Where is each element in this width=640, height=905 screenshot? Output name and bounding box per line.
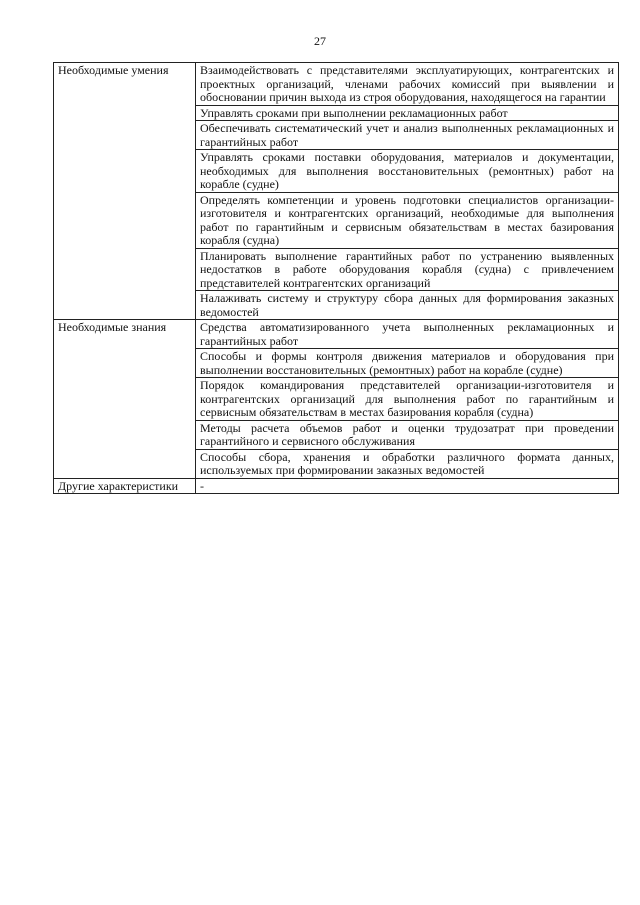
knowledge-item: Способы сбора, хранения и обработки различного формата данных, используемых при формировании заказных ведомостей bbox=[196, 449, 619, 478]
row-label-skills: Необходимые умения bbox=[54, 63, 196, 320]
skill-item: Налаживать систему и структуру сбора данных для формирования заказных ведомостей bbox=[196, 291, 619, 320]
table-row bbox=[54, 320, 619, 349]
skill-item: Взаимодействовать с представителями эксплуатирующих, контрагентских и проектных организаций, членами рабочих комиссий при выявлении и обосновании причин выхода из строя оборудования, находящегося на гарантии bbox=[196, 63, 619, 106]
skill-item: Планировать выполнение гарантийных работ по устранению выявленных недостатков в работе оборудования корабля (судна) с привлечением представителей контрагентских организаций bbox=[196, 248, 619, 291]
row-label-knowledge: Необходимые знания bbox=[54, 320, 196, 479]
skill-item: Определять компетенции и уровень подготовки специалистов организации-изготовителя и контрагентских организаций, необходимые для выполнения работ по гарантийным и сервисным обязательствам в местах базирования корабля (судна) bbox=[196, 192, 619, 248]
table-row bbox=[54, 478, 619, 494]
knowledge-item: Методы расчета объемов работ и оценки трудозатрат при проведении гарантийного и сервисного обслуживания bbox=[196, 420, 619, 449]
page-number: 27 bbox=[314, 34, 326, 48]
knowledge-item: Средства автоматизированного учета выполненных рекламационных и гарантийных работ bbox=[196, 320, 619, 349]
requirements-table bbox=[53, 62, 619, 494]
skill-item: Обеспечивать систематический учет и анализ выполненных рекламационных и гарантийных работ bbox=[196, 121, 619, 150]
knowledge-item: Способы и формы контроля движения материалов и оборудования при выполнении восстановительных (ремонтных) работ на корабле (судне) bbox=[196, 349, 619, 378]
table-row bbox=[54, 63, 619, 106]
row-label-other: Другие характеристики bbox=[54, 478, 196, 494]
skill-item: Управлять сроками поставки оборудования, материалов и документации, необходимых для выполнения восстановительных (ремонтных) работ на корабле (судне) bbox=[196, 150, 619, 193]
skill-item: Управлять сроками при выполнении рекламационных работ bbox=[196, 105, 619, 121]
knowledge-item: Порядок командирования представителей организации-изготовителя и контрагентских организаций для выполнения работ по гарантийным и сервисным обязательствам в местах базирования корабля (судна) bbox=[196, 378, 619, 421]
other-item: - bbox=[196, 478, 619, 494]
